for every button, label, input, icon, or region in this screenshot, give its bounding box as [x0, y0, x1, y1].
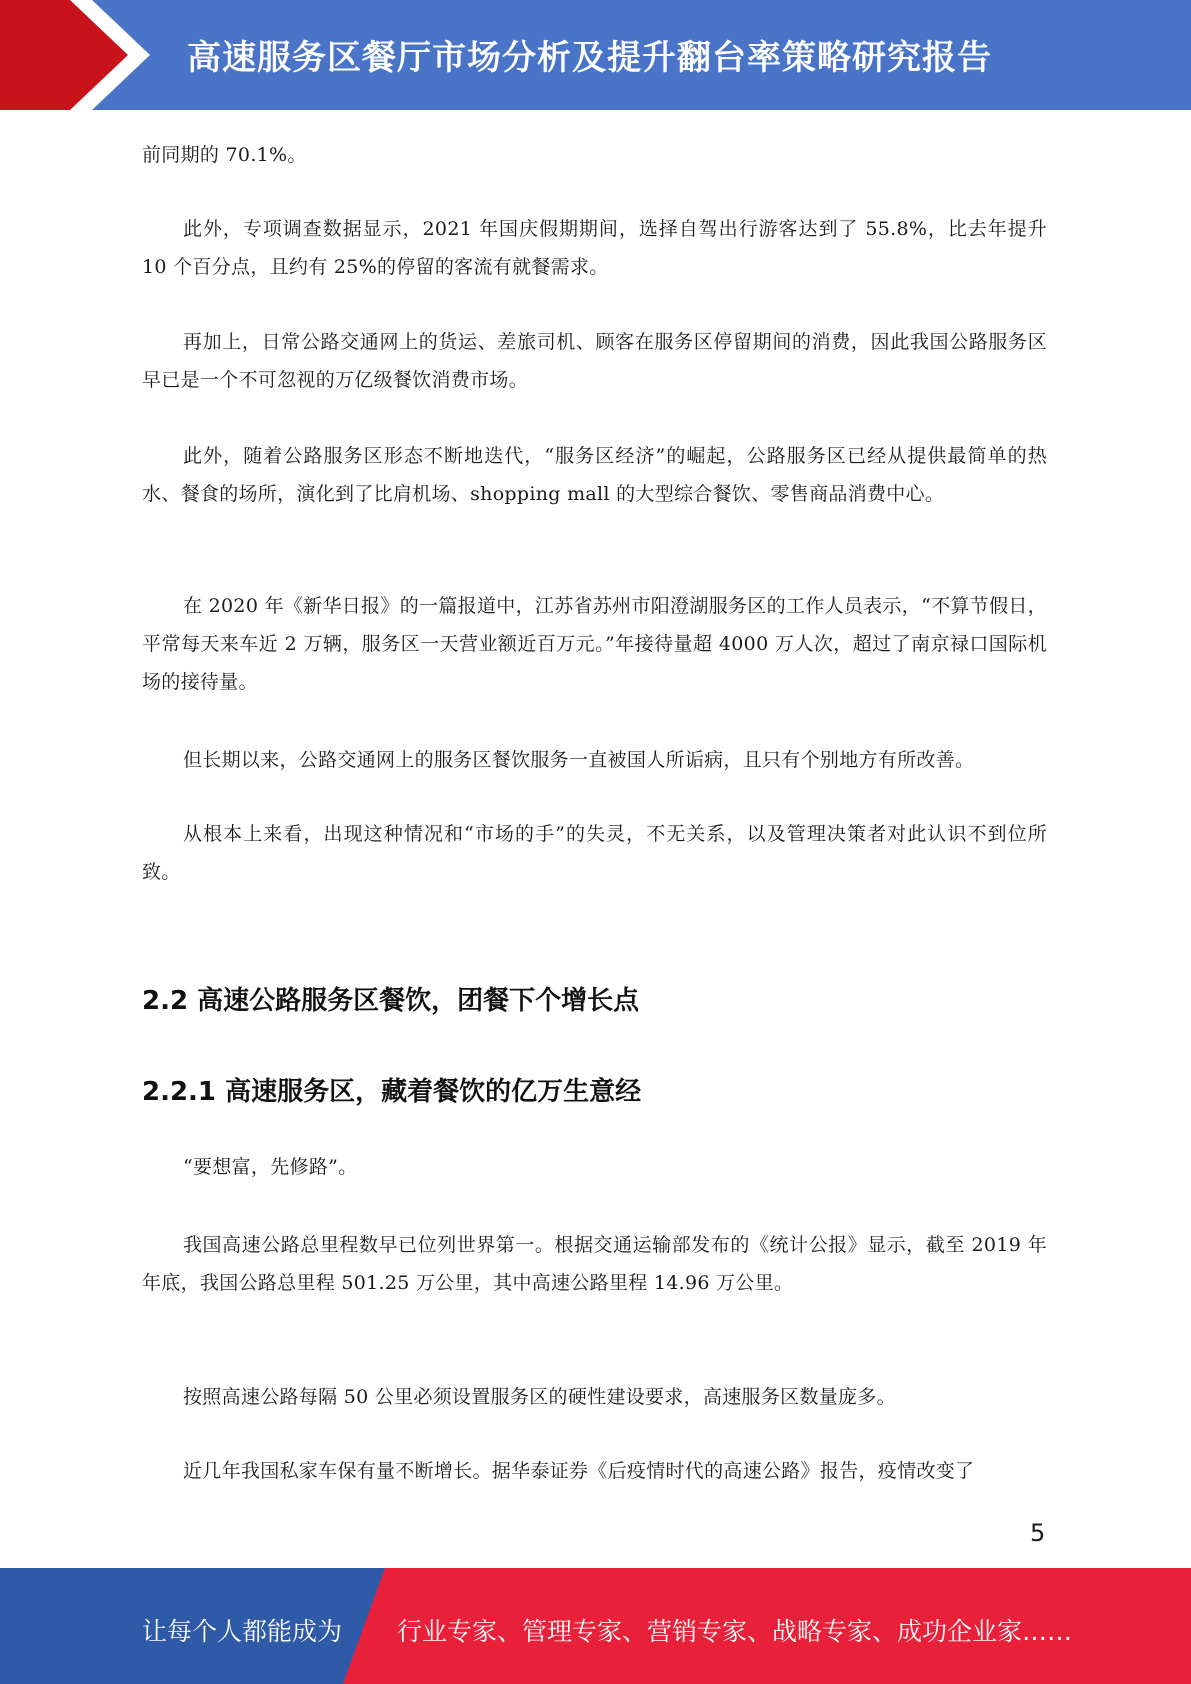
paragraph: “要想富，先修路”。: [183, 1156, 358, 1178]
paragraph: 再加上，日常公路交通网上的货运、差旅司机、顾客在服务区停留期间的消费，因此我国公路服务区早已是一个不可忽视的万亿级餐饮消费市场。: [142, 331, 1047, 391]
footer-slogan-left: 让每个人都能成为: [142, 1617, 343, 1646]
page-number: 5: [1030, 1519, 1046, 1547]
page-footer: [0, 1568, 1191, 1684]
section-heading: 2.2 高速公路服务区餐饮，团餐下个增长点: [142, 986, 640, 1016]
paragraph: 在 2020 年《新华日报》的一篇报道中，江苏省苏州市阳澄湖服务区的工作人员表示，“不算节假日，平常每天来车近 2 万辆，服务区一天营业额近百万元。”年接待量超 4000 万人次，超过了南京禄口国际机场的接待量。: [142, 595, 1047, 693]
paragraph: 从根本上来看，出现这种情况和“市场的手”的失灵，不无关系，以及管理决策者对此认识不到位所致。: [142, 823, 1047, 883]
page-header: [0, 0, 1191, 110]
paragraph: 我国高速公路总里程数早已位列世界第一。根据交通运输部发布的《统计公报》显示，截至 2019 年年底，我国公路总里程 501.25 万公里，其中高速公路里程 14.96 万公里。: [142, 1234, 1047, 1294]
paragraph: 前同期的 70.1%。: [142, 144, 307, 166]
document-title: 高速服务区餐厅市场分析及提升翻台率策略研究报告: [187, 38, 992, 78]
paragraph: 近几年我国私家车保有量不断增长。据华泰证券《后疫情时代的高速公路》报告，疫情改变了: [183, 1460, 975, 1482]
paragraph: 但长期以来，公路交通网上的服务区餐饮服务一直被国人所诟病，且只有个别地方有所改善。: [183, 749, 975, 771]
paragraph: 此外，专项调查数据显示，2021 年国庆假期期间，选择自驾出行游客达到了 55.8%，比去年提升 10 个百分点，且约有 25%的停留的客流有就餐需求。: [142, 218, 1047, 278]
subsection-heading: 2.2.1 高速服务区，藏着餐饮的亿万生意经: [142, 1077, 642, 1107]
paragraph: 此外，随着公路服务区形态不断地迭代，“服务区经济”的崛起，公路服务区已经从提供最简单的热水、餐食的场所，演化到了比肩机场、shopping mall 的大型综合餐饮、零售商品消费中心。: [142, 445, 1047, 505]
paragraph: 按照高速公路每隔 50 公里必须设置服务区的硬性建设要求，高速服务区数量庞多。: [183, 1386, 896, 1408]
footer-slogan-right: 行业专家、管理专家、营销专家、战略专家、成功企业家……: [397, 1617, 1073, 1646]
